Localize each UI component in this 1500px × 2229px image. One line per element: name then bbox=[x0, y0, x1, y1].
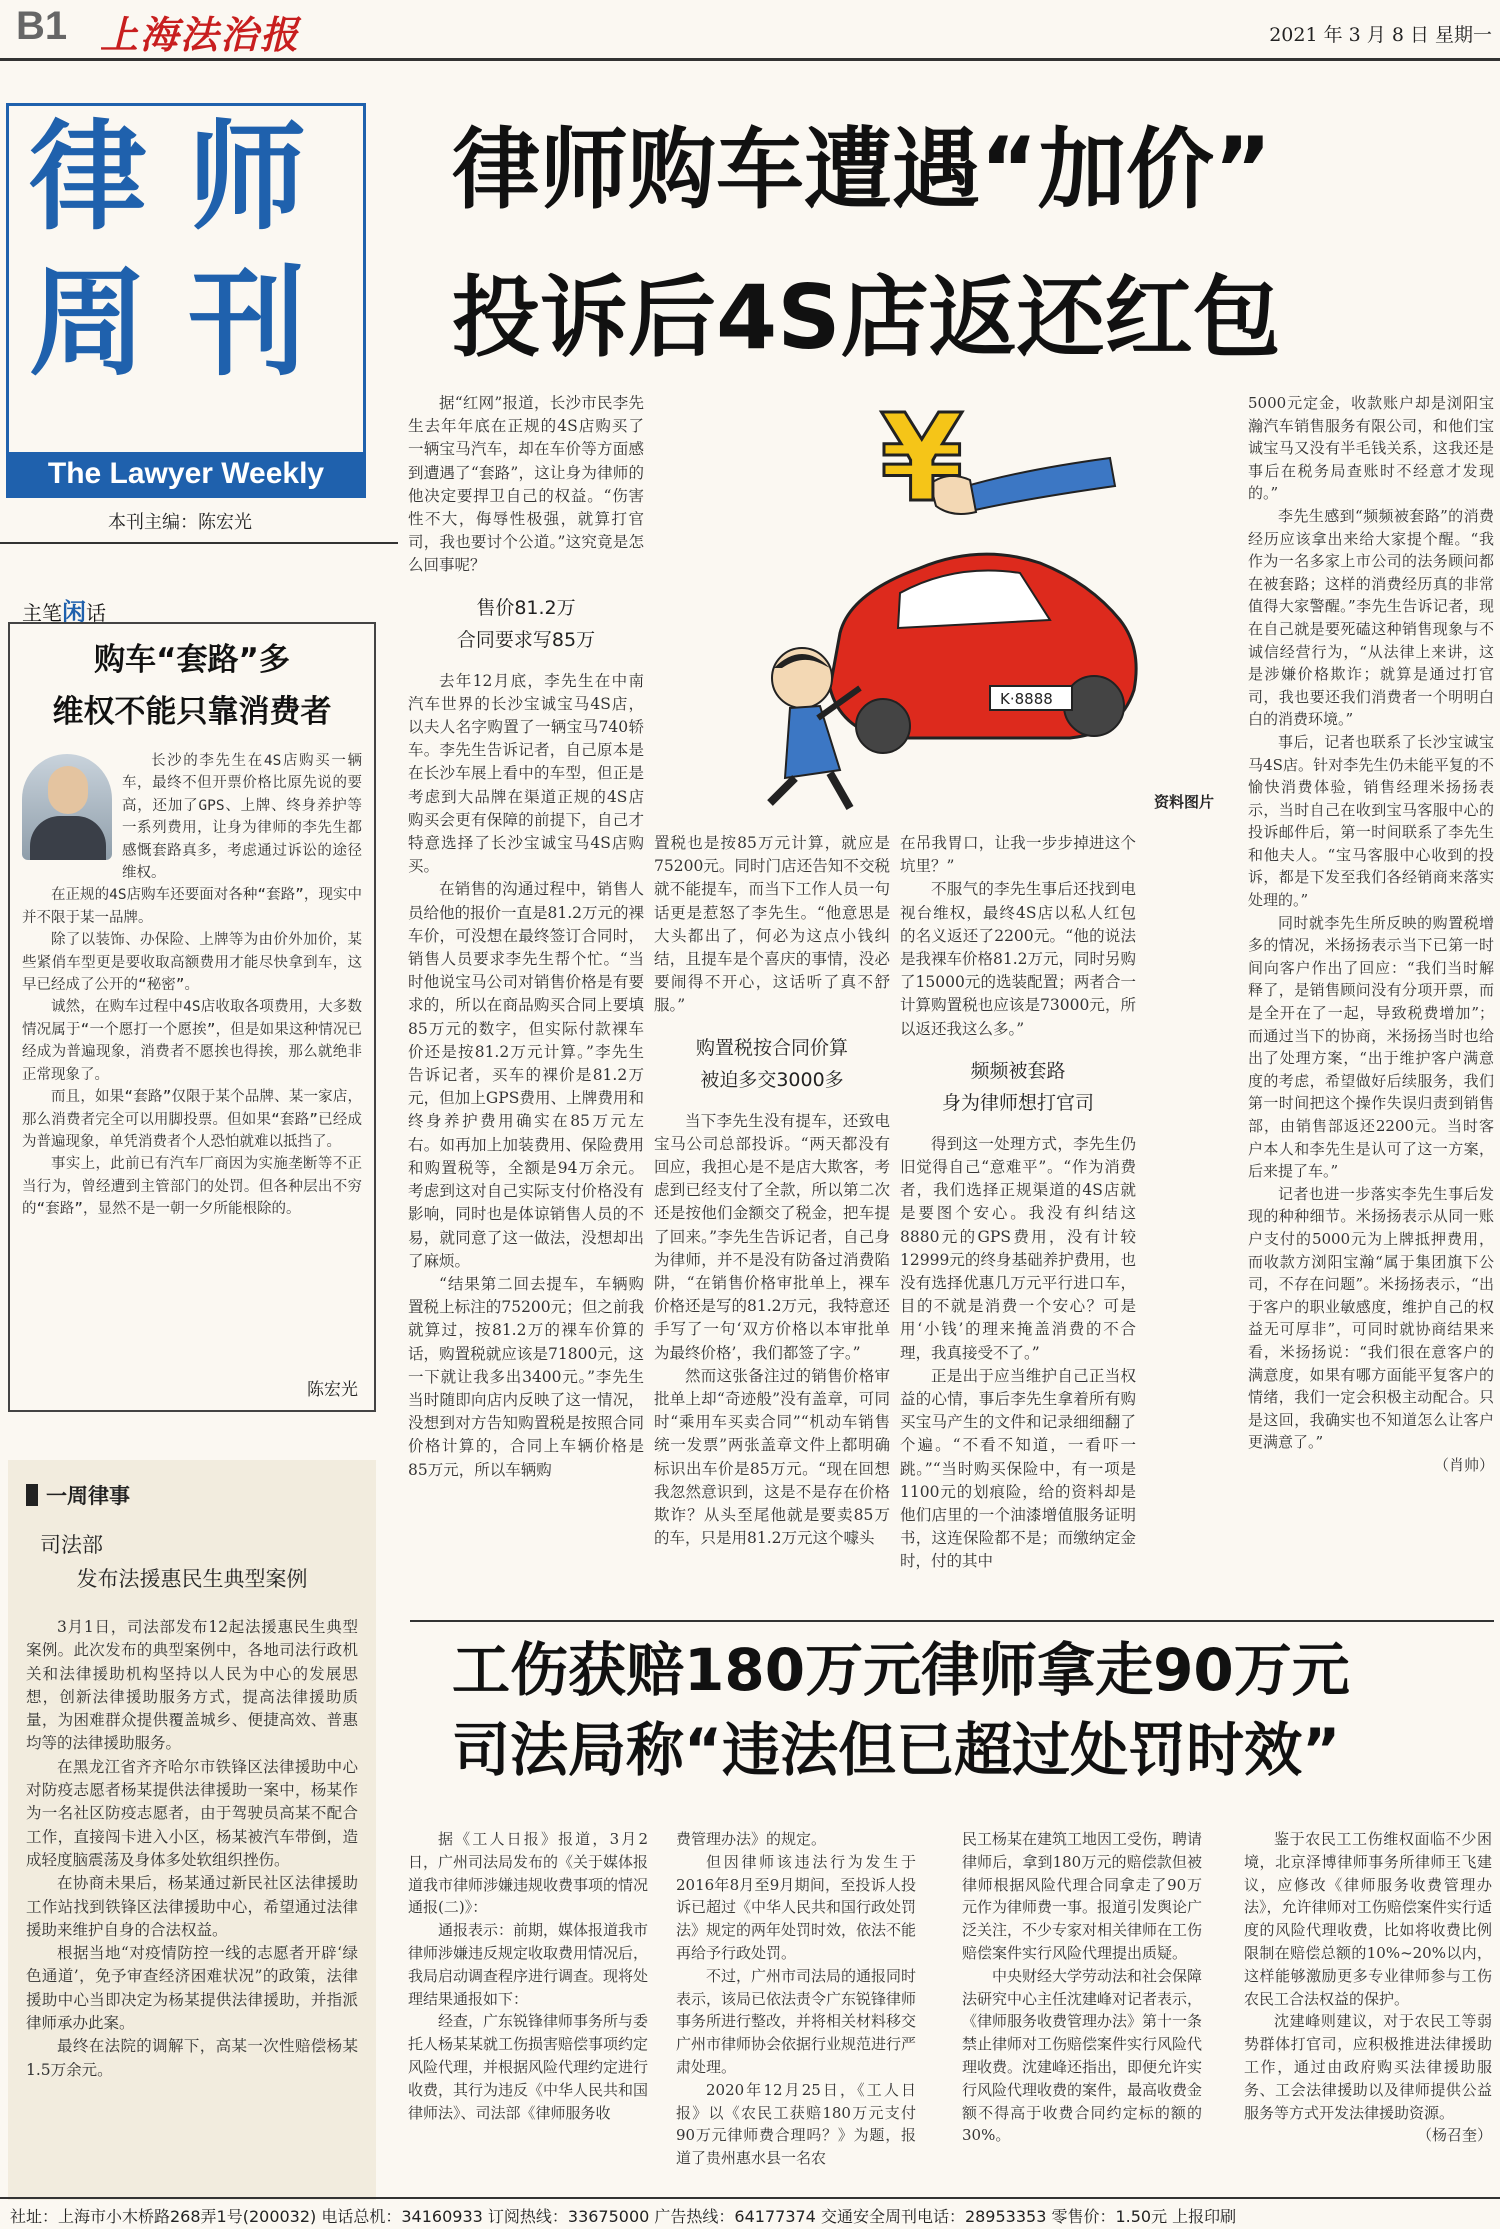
paragraph: 除了以装饰、办保险、上牌等为由价外加价，某些紧俏车型更是要收取高额费用才能尽快拿到车，这早已经成了公开的“秘密”。 bbox=[22, 932, 362, 994]
paragraph: 通报表示：前期，媒体报道我市律师涉嫌违反规定收取费用情况后，我局启动调查程序进行调查。现将处理结果通报如下： bbox=[408, 1921, 649, 2008]
paragraph: 在销售的沟通过程中，销售人员给他的报价一直是81.2万元的裸车价，可没想在最终签订合同时，销售人员要求李先生帮个忙。“当时他说宝马公司对销售价格是有要求的，所以在商品购买合同上要填85万元的数字，但实际付款裸车价还是按81.2万元计算。”李先生告诉记者，买车的裸价是81.2万元，但加上GPS费用、上牌费用和终身养护费用确实在85万元左右。如再加上加装费用、保险费用和购置税等，全额是94万余元。考虑到这对自己实际支付价格没有影响，同时也是体谅销售人员的不易，就同意了这一做法，没想却出了麻烦。 bbox=[408, 880, 645, 1270]
subhead-3-line1: 频频被套路 bbox=[970, 1059, 1066, 1082]
paragraph: 置税也是按85万元计算，就应是75200元。同时门店还告知不交税就不能提车，而当下工作人员一句话更是惹怒了李先生。“他意思是大头都出了，何必为这点小钱纠结，且提车是个喜庆的事情，没必要闹得不开心，这话听了真不舒服。” bbox=[654, 834, 890, 1015]
paragraph: 而且，如果“套路”仅限于某个品牌、某一家店，那么消费者完全可以用脚投票。但如果“套路”已经成为普遍现象，单凭消费者个人恐怕就难以抵挡了。 bbox=[22, 1089, 362, 1150]
paragraph: 李先生感到“频频被套路”的消费经历应该拿出来给大家提个醒。“我作为一名多家上市公司的法务顾问都在被套路；这样的消费经历真的非常值得大家警醒。”李先生告诉记者，现在自己就是要死磕这种销售现象与不诚信经营行为，“从法律上来讲，这是涉嫌价格欺诈；就算是通过打官司，我也要还我们消费者一个明明白白的消费环境。” bbox=[1248, 506, 1494, 729]
weekly-subtitle: 发布法援惠民生典型案例 bbox=[76, 1567, 308, 1591]
headline-1-line2: 投诉后4S店返还红包 bbox=[452, 266, 1281, 369]
paragraph: 根据当地“对疫情防控一线的志愿者开辟‘绿色通道’，免予审查经济困难状况”的政策，法律援助中心当即决定为杨某提供法律援助，并指派律师承办此案。 bbox=[26, 1944, 358, 2033]
paragraph: 民工杨某在建筑工地因工受伤，聘请律师后，拿到180万元的赔偿款但被律师根据风险代理合同拿走了90万元作为律师费一事。报道引发舆论广泛关注，不少专家对相关律师在工伤赔偿案件实行风险代理提出质疑。 bbox=[962, 1830, 1203, 1962]
article2-col4 bbox=[1244, 1828, 1492, 2147]
article-divider bbox=[410, 1620, 1494, 1622]
illustration bbox=[690, 388, 1220, 820]
article1-col1 bbox=[408, 392, 644, 1482]
section-box bbox=[6, 103, 366, 498]
paragraph: 费管理办法》的规定。 bbox=[676, 1830, 827, 1848]
headline-1-line1: 律师购车遭遇“加价” bbox=[452, 118, 1272, 221]
article1-col2 bbox=[654, 832, 890, 1550]
paragraph: 事实上，此前已有汽车厂商因为实施垄断等不正当行为，曾经遭到主管部门的处罚。但各种层出不穷的“套路”，显然不是一朝一夕所能根除的。 bbox=[22, 1156, 362, 1218]
footer-rule bbox=[0, 2197, 1500, 2199]
column-body bbox=[22, 750, 362, 1221]
section-editor: 本刊主编：陈宏光 bbox=[108, 512, 252, 533]
footer-info: 社址：上海市小木桥路268弄1号(200032) 电话总机：34160933 订阅热线：33675000 广告热线：64177374 交通安全周刊电话：28953353 零售价：1.50元 上报印刷 bbox=[10, 2207, 1237, 2226]
paragraph: “结果第二回去提车，车辆购置税上标注的75200元；但之前我就算过，按81.2万的裸车价算的话，购置税就应该是71800元，这一下就让我多出3400元。”李先生当时随即向店内反映了这一情况，没想到对方告知购置税是按照合同价格计算的，合同上车辆价格是85万元，所以车辆购 bbox=[408, 1274, 644, 1479]
paragraph: 2020年12月25日，《工人日报》以《农民工获赔180万元支付90万元律师费合理吗？》为题，报道了贵州惠水县一名农 bbox=[676, 2080, 916, 2168]
headline-2-line1: 工伤获赔180万元律师拿走90万元 bbox=[452, 1636, 1350, 1704]
illustration-caption: 资料图片 bbox=[1153, 793, 1214, 811]
subhead-1 bbox=[408, 592, 644, 656]
paragraph: 同时就李先生所反映的购置税增多的情况，米扬扬表示当下已第一时间向客户作出了回应：“我们当时解释了，是销售顾问没有分项开票，而是全开在了一起，导致税费增加”；而通过当下的协商，米扬扬当时也给出了处理方案，“出于维护客户满意度的考虑，希望做好后续服务，我们第一时间把这个操作失误归责到销售部，由销售部返还2200元。当时客户本人和李先生是认可了这一方案，后来提了车。” bbox=[1248, 913, 1494, 1181]
paragraph: 据“红网”报道，长沙市民李先生去年年底在正规的4S店购买了一辆宝马汽车，却在车价等方面感到遭遇了“套路”，这让身为律师的他决定要捍卫自己的权益。“伤害性不大，侮辱性极强，就算打官司，我也要讨个公道。”这究竟是怎么回事呢？ bbox=[408, 394, 644, 575]
paragraph: 然而这张备注过的销售价格审批单上却“奇迹般”没有盖章，可同时“乘用车买卖合同”“机动车销售统一发票”两张盖章文件上都明确标识出车价是85万元。“现在回想我忽然意识到，这是不是存在价格欺诈？从头至尾他就是要卖85万的车，只是用81.2万元这个噱头 bbox=[654, 1366, 890, 1548]
article2-byline: （杨召奎） bbox=[1416, 2126, 1492, 2145]
section-english: The Lawyer Weekly bbox=[9, 452, 363, 495]
subhead-2-line2: 被迫多交3000多 bbox=[700, 1068, 844, 1091]
article2-col1 bbox=[408, 1828, 648, 2124]
weekly-body bbox=[26, 1616, 358, 2082]
paragraph: 3月1日，司法部发布12起法援惠民生典型案例。此次发布的典型案例中，各地司法行政机关和法律援助机构坚持以人民为中心的发展思想，创新法律援助服务方式，提高法律援助质量，为困难群众提供覆盖城乡、便捷高效、普惠均等的法律援助服务。 bbox=[26, 1618, 358, 1753]
weekly-title: 一周律事 bbox=[46, 1484, 130, 1508]
article2-col2 bbox=[676, 1828, 916, 2170]
paragraph: 不服气的李先生事后还找到电视台维权，最终4S店以私人红包的名义返还了2200元。“他的说法是我裸车价格81.2万元，同时另购了15000元的选装配置；两者合一计算购置税也应该是73000元，所以返还我这么多。” bbox=[900, 880, 1137, 1038]
subhead-2 bbox=[654, 1032, 890, 1096]
column-title-2: 维权不能只靠消费者 bbox=[52, 694, 332, 730]
column-title-1: 购车“套路”多 bbox=[94, 642, 290, 678]
paragraph: 正是出于应当维护自己正当权益的心情，事后李先生拿着所有购买宝马产生的文件和记录细细翻了个遍。“不看不知道，一看吓一跳。”“当时购买保险中，有一项是1100元的划痕险，给的资料却是他们店里的一个油漆增值服务证明书，这连保险都不是；而缴纳定金时，付的其中 bbox=[900, 1366, 1136, 1571]
paragraph: 在正规的4S店购车还要面对各种“套路”，现实中并不限于某一品牌。 bbox=[22, 887, 362, 926]
paragraph: 但因律师该违法行为发生于2016年8月至9月期间，至投诉人投诉已超过《中华人民共和国行政处罚法》规定的两年处罚时效，依法不能再给予行政处罚。 bbox=[676, 1852, 917, 1962]
weekly-org: 司法部 bbox=[40, 1533, 103, 1557]
author-photo bbox=[22, 754, 112, 860]
article1-col3 bbox=[900, 832, 1136, 1574]
paragraph: 在吊我胃口，让我一步步掉进这个坑里？” bbox=[900, 834, 1136, 876]
paragraph: 诚然，在购车过程中4S店收取各项费用，大多数情况属于“一个愿打一个愿挨”，但是如果这种情况已经成为普遍现象，消费者不愿挨也得挨，那么就绝非正常现象了。 bbox=[22, 999, 362, 1083]
subhead-1-line2: 合同要求写85万 bbox=[456, 628, 596, 651]
headline-2-line2: 司法局称“违法但已超过处罚时效” bbox=[452, 1716, 1341, 1784]
subhead-2-line1: 购置税按合同价算 bbox=[695, 1036, 848, 1059]
issue-date: 2021 年 3 月 8 日 星期一 bbox=[1269, 24, 1492, 46]
svg-text:¥: ¥ bbox=[880, 390, 964, 529]
car-bribe-illustration bbox=[690, 388, 1220, 820]
paragraph: 记者也进一步落实李先生事后发现的种种细节。米扬扬表示从同一账户支付的5000元为上牌抵押费用，而收款方浏阳宝瀚“属于集团旗下公司，不存在问题”。米扬扬表示，“出于客户的职业敏感度，维护自己的权益无可厚非”，可同时就协商结果来看，米扬扬说：“我们很在意客户的满意度，如果有哪方面能平复客户的情绪，我们一定会积极主动配合。只是这回，我确实也不知道怎么让客户更满意了。” bbox=[1248, 1184, 1494, 1452]
paragraph: 不过，广州市司法局的通报同时表示，该局已依法责令广东锐锋律师事务所进行整改，并将相关材料移交广州市律师协会依据行业规范进行严肃处理。 bbox=[676, 1966, 917, 2076]
page-number: B1 bbox=[16, 4, 68, 48]
paragraph: 最终在法院的调解下，高某一次性赔偿杨某1.5万余元。 bbox=[26, 2037, 358, 2079]
weekly-header bbox=[26, 1480, 358, 1510]
weekly-marker bbox=[26, 1484, 38, 1506]
paragraph: 5000元定金，收款账户却是浏阳宝瀚汽车销售服务有限公司，和他们宝诚宝马又没有半毛钱关系，这我还是事后在税务局查账时不经意才发现的。” bbox=[1248, 394, 1494, 503]
section-rule bbox=[0, 542, 398, 544]
masthead-rule bbox=[0, 58, 1500, 61]
paragraph: 鉴于农民工工伤维权面临不少困境，北京泽博律师事务所律师王飞建议，应修改《律师服务收费管理办法》，允许律师对工伤赔偿案件实行适度的风险代理收费，比如将收费比例限制在赔偿总额的10%~20%以内，这样能够激励更多专业律师参与工伤农民工合法权益的保护。 bbox=[1244, 1830, 1492, 2008]
article1-byline: （肖帅） bbox=[1433, 1455, 1494, 1474]
subhead-3-line2: 身为律师想打官司 bbox=[941, 1091, 1094, 1114]
paragraph: 在协商未果后，杨某通过新民社区法律援助工作站找到铁锋区法律援助中心，希望通过法律援助来维护自身的合法权益。 bbox=[26, 1874, 358, 1939]
avatar bbox=[48, 766, 88, 814]
column-box bbox=[8, 622, 376, 1412]
paragraph: 经查，广东锐锋律师事务所与委托人杨某某就工伤损害赔偿事项约定风险代理，并根据风险代理约定进行收费，其行为违反《中华人民共和国律师法》、司法部《律师服务收 bbox=[408, 2012, 649, 2122]
section-title-line2: 周 刊 bbox=[29, 254, 307, 392]
paragraph: 长沙的李先生在4S店购买一辆车，最终不但开票价格比原先说的要高，还加了GPS、上牌、终身养护等一系列费用，让身为律师的李先生都感慨套路真多，考虑通过诉讼的途径维权。 bbox=[122, 753, 362, 882]
section-title-line1: 律 师 bbox=[29, 108, 307, 246]
paragraph: 去年12月底，李先生在中南汽车世界的长沙宝诚宝马4S店，以夫人名字购置了一辆宝马740轿车。李先生告诉记者，自己原本是在长沙车展上看中的车型，但正是考虑到大品牌在渠道正规的4S店购买会更有保障的前提下，自己才特意选择了长沙宝诚宝马4S店购买。 bbox=[408, 671, 644, 876]
paragraph: 得到这一处理方式，李先生仍旧觉得自己“意难平”。“作为消费者，我们选择正规渠道的4S店就是要图个安心。我没有纠结这8880元的GPS费用，没有计较12999元的终身基础养护费用，也没有选择优惠几万元平行进口车，目的不就是消费一个安心？可是用‘小钱’的理来掩盖消费的不合理，我真接受不了。” bbox=[900, 1134, 1136, 1362]
subhead-3 bbox=[900, 1055, 1136, 1119]
article1-col4 bbox=[1248, 392, 1494, 1477]
paragraph: 沈建峰则建议，对于农民工等弱势群体打官司，应积极推进法律援助工作，通过由政府购买法律援助服务、工会法律援助以及律师提供公益服务等方式开发法律援助资源。 bbox=[1244, 2012, 1492, 2122]
column-tag-mid: 闲 bbox=[62, 598, 86, 626]
article2-col3 bbox=[962, 1828, 1202, 2147]
license-plate-text: K·8888 bbox=[1000, 690, 1053, 708]
article1-col1a bbox=[408, 392, 644, 578]
column-author: 陈宏光 bbox=[307, 1380, 358, 1400]
column-tag-right: 话 bbox=[86, 601, 106, 625]
subhead-1-line1: 售价81.2万 bbox=[476, 596, 576, 619]
masthead bbox=[0, 0, 1500, 58]
paragraph: 据《工人日报》报道，3月2日，广州司法局发布的《关于媒体报道我市律师涉嫌违规收费事项的情况通报(二)》： bbox=[408, 1830, 649, 1917]
paragraph: 在黑龙江省齐齐哈尔市铁锋区法律援助中心对防疫志愿者杨某提供法律援助一案中，杨某作为一名社区防疫志愿者，由于驾驶员高某不配合工作，直接闯卡进入小区，杨某被汽车带倒，造成轻度脑震荡及身体多处软组织挫伤。 bbox=[26, 1757, 358, 1869]
newspaper-logo: 上海法治报 bbox=[100, 12, 301, 57]
paragraph: 事后，记者也联系了长沙宝诚宝马4S店。针对李先生仍未能平复的不愉快消费体验，销售经理米扬扬表示，当时自己在收到宝马客服中心的投诉邮件后，第一时间联系了李先生和他夫人。“宝马客服中心收到的投诉，都是下发至我们各经销商来落实处理的。” bbox=[1248, 732, 1494, 910]
paragraph: 当下李先生没有提车，还致电宝马公司总部投诉。“两天都没有回应，我担心是不是店大欺客，考虑到已经支付了全款，所以第二次还是按他们金额交了税金，把车提了回来。”李先生告诉记者，自己身为律师，并不是没有防备过消费陷阱，“在销售价格审批单上，裸车价格还是写的81.2万元，我特意还手写了一句‘双方价格以本审批单为最终价格’，我们都签了字。” bbox=[654, 1111, 891, 1362]
weekly-box bbox=[8, 1460, 376, 2200]
paragraph: 中央财经大学劳动法和社会保障法研究中心主任沈建峰对记者表示，《律师服务收费管理办法》第十一条禁止律师对工伤赔偿案件实行风险代理收费。沈建峰还指出，即便允许实行风险代理收费的案件，最高收费金额不得高于收费合同约定标的额的30%。 bbox=[962, 1966, 1203, 2145]
column-tag-left: 主笔 bbox=[22, 601, 62, 625]
